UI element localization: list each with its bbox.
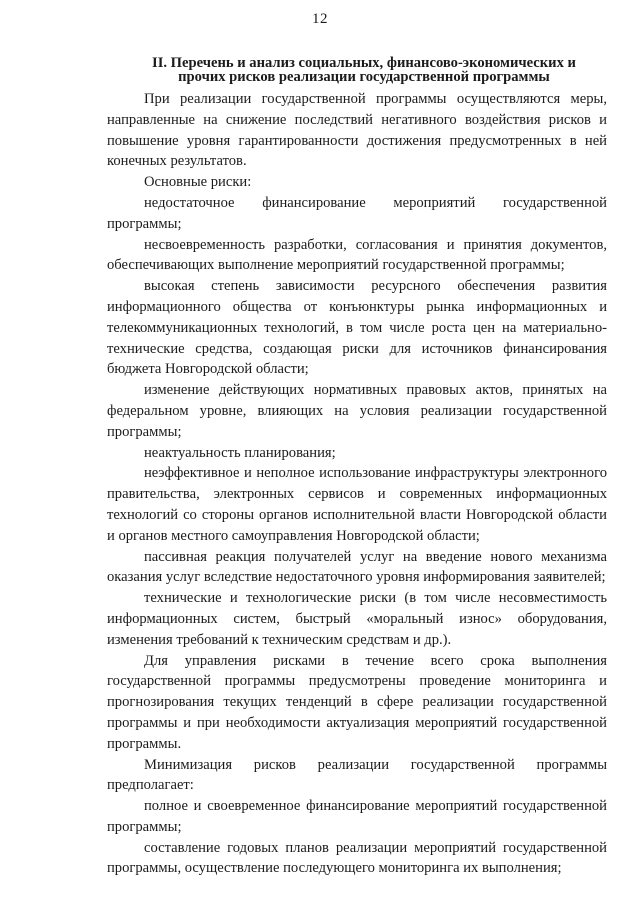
risk-management-paragraph: Для управления рисками в течение всего срока выполнения государственной программы предусмотрены проведение мониторинга и прогнозирования текущих тенденций в сфере реализации государственной программы и при необходимости актуализация мероприятий государственной программы. (107, 652, 607, 752)
risk-item: неэффективное и неполное использование инфраструктуры электронного правительства, электронных сервисов и современных информационных технологий со стороны органов исполнительной власти Новгородской области и органов местного самоуправления Новгородской области; (107, 465, 607, 544)
risk-item: неактуальность планирования; (144, 444, 336, 461)
risk-item: пассивная реакция получателей услуг на введение нового механизма оказания услуг вследствие недостаточного уровня информирования заявителей; (107, 548, 607, 586)
section-heading-line-2: прочих рисков реализации государственной программы (178, 69, 550, 85)
risk-item: высокая степень зависимости ресурсного обеспечения развития информационного общества от конъюнктуры рынка информационных и телекоммуникационных технологий, в том числе роста цен на материально-технические средства, создающая риски для источников финансирования бюджета Новгородской области; (107, 278, 607, 378)
minimization-item: полное и своевременное финансирование мероприятий государственной программы; (107, 798, 607, 835)
risk-item: технические и технологические риски (в том числе несовместимость информационных систем, быстрый «моральный износ» оборудования, изменения требований к техническим средствам и др.). (107, 590, 607, 648)
section-heading-line-1: II. Перечень и анализ социальных, финансово-экономических и (152, 55, 576, 71)
section-heading (107, 56, 607, 84)
risk-item: изменение действующих нормативных правовых актов, принятых на федеральном уровне, влияющих на условия реализации государственной программы; (107, 382, 607, 440)
minimization-paragraph: Минимизация рисков реализации государственной программы предполагает: (107, 756, 607, 794)
page-body (107, 56, 607, 879)
page-number: 12 (312, 11, 328, 27)
intro-paragraph: При реализации государственной программы осуществляются меры, направленные на снижение последствий негативного воздействия рисков и повышение уровня гарантированности достижения предусмотренных в ней конечных результатов. (107, 91, 607, 170)
main-risks-label: Основные риски: (144, 174, 252, 191)
risk-item: недостаточное финансирование мероприятий государственной программы; (107, 194, 607, 232)
minimization-item: составление годовых планов реализации мероприятий государственной программы, осуществление последующего мониторинга их выполнения; (107, 839, 607, 877)
risk-item: несвоевременность разработки, согласования и принятия документов, обеспечивающих выполнение мероприятий государственной программы; (107, 236, 607, 274)
